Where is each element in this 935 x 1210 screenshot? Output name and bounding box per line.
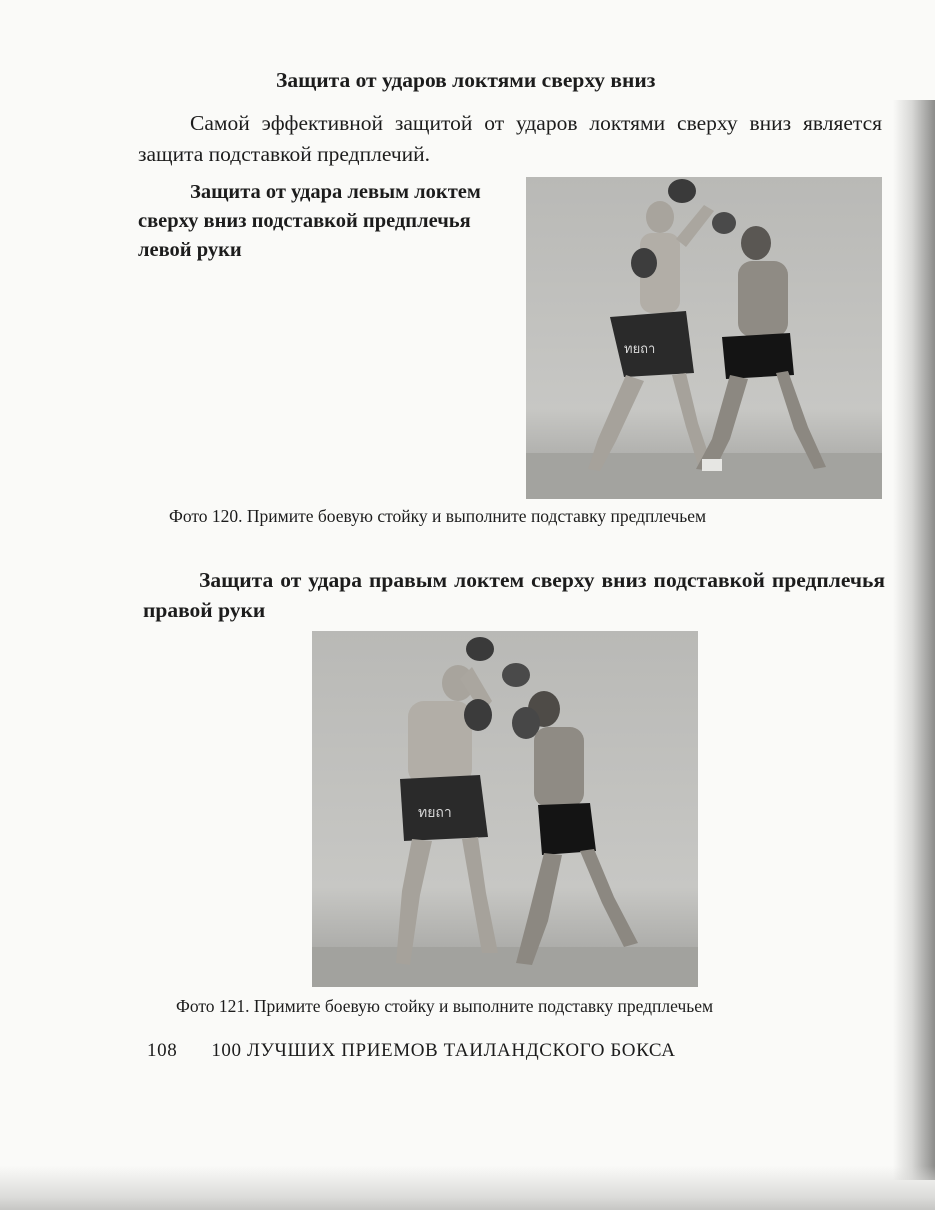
photo-121	[312, 631, 698, 987]
photo-121-caption: Фото 121. Примите боевую стойку и выполните подставку предплечьем	[176, 996, 714, 1016]
page-gutter-shadow	[893, 100, 935, 1180]
page-footer	[147, 1040, 847, 1062]
shorts-lettering: ทยถา	[418, 805, 452, 821]
section-heading: Защита от ударов локтями сверху вниз	[276, 68, 656, 92]
technique-1-title: Защита от удара левым локтем сверху вниз подставкой предплечья левой руки	[138, 181, 481, 261]
book-title: 100 ЛУЧШИХ ПРИЕМОВ ТАИЛАНДСКОГО БОКСА	[211, 1040, 676, 1061]
photo-120-caption: Фото 120. Примите боевую стойку и выполните подставку предплечьем	[169, 506, 707, 526]
technique-2-title: Защита от удара правым локтем сверху вниз подставкой предплечья правой руки	[143, 568, 885, 622]
intro-paragraph: Самой эффективной защитой от ударов локтями сверху вниз является защита подставкой предплечий.	[138, 111, 882, 166]
page-bottom-shadow	[0, 1166, 935, 1210]
shorts-lettering: ทยถา	[624, 342, 656, 357]
page-number: 108	[147, 1040, 178, 1061]
photo-120	[526, 177, 882, 499]
fighter-left-figure	[396, 637, 498, 965]
fighter-right-figure	[696, 212, 826, 471]
fighter-left-figure	[588, 179, 714, 471]
fighter-right-figure	[502, 663, 638, 965]
